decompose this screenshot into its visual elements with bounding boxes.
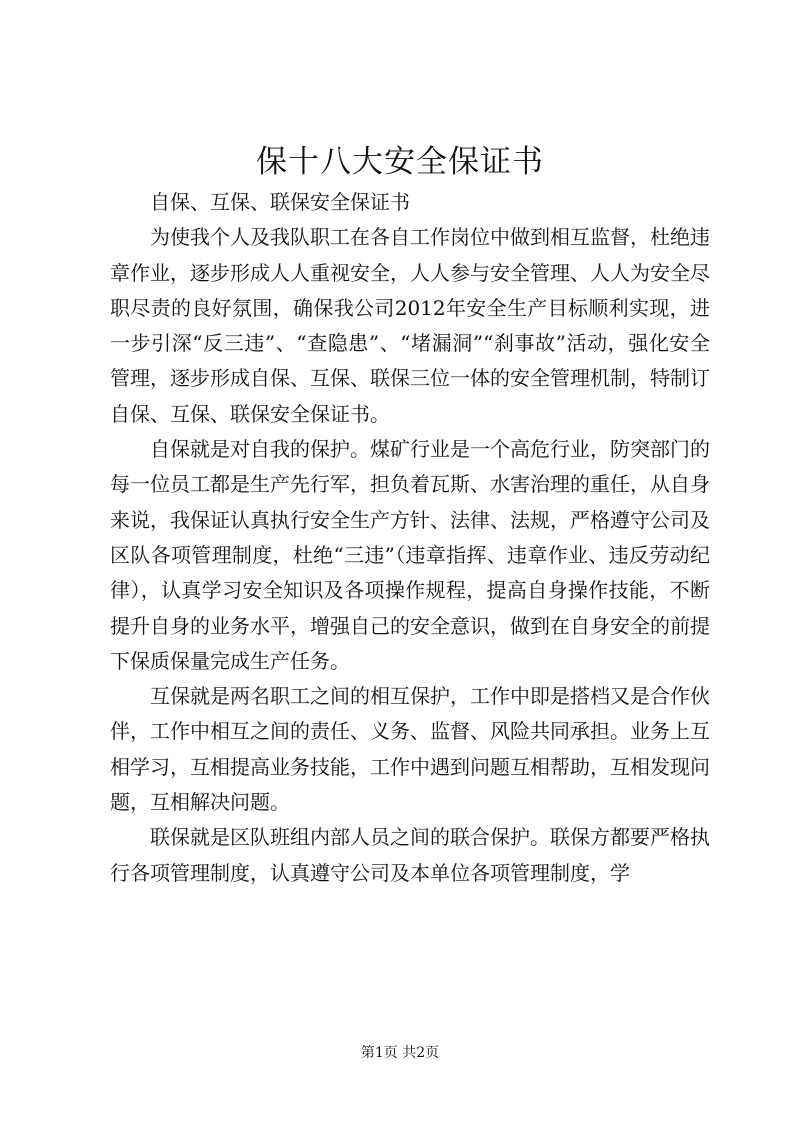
paragraph-intro: 为使我个人及我队职工在各自工作岗位中做到相互监督，杜绝违章作业，逐步形成人人重视安全，人人参与安全管理、人人为安全尽职尽责的良好氛围，确保我公司2012年安全生产目标顺利实现，进一步引深“反三违”、“查隐患”、“堵漏洞”“刹事故”活动，强化安全管理，逐步形成自保、互保、联保三位一体的安全管理机制，特制订自保、互保、联保安全保证书。 [110,225,710,426]
page-number-footer: 第1页 共2页 [360,1045,440,1061]
document-title: 保十八大安全保证书 [256,144,544,180]
paragraph-mutual-protection: 互保就是两名职工之间的相互保护，工作中即是搭档又是合作伙伴，工作中相互之间的责任、义务、监督、风险共同承担。业务上互相学习，互相提高业务技能，工作中遇到问题互相帮助，互相发现问题，互相解决问题。 [110,684,710,815]
paragraph-self-protection: 自保就是对自我的保护。煤矿行业是一个高危行业，防突部门的每一位员工都是生产先行军，担负着瓦斯、水害治理的重任，从自身来说，我保证认真执行安全生产方针、法律、法规，严格遵守公司及区队各项管理制度，杜绝“三违”（违章指挥、违章作业、违反劳动纪律），认真学习安全知识及各项操作规程，提高自身操作技能，不断提升自身的业务水平，增强自己的安全意识，做到在自身安全的前提下保质保量完成生产任务。 [110,437,710,673]
paragraph-joint-protection: 联保就是区队班组内部人员之间的联合保护。联保方都要严格执行各项管理制度，认真遵守公司及本单位各项管理制度，学 [110,825,710,885]
document-body [110,185,710,891]
document-subtitle: 自保、互保、联保安全保证书 [150,190,410,214]
